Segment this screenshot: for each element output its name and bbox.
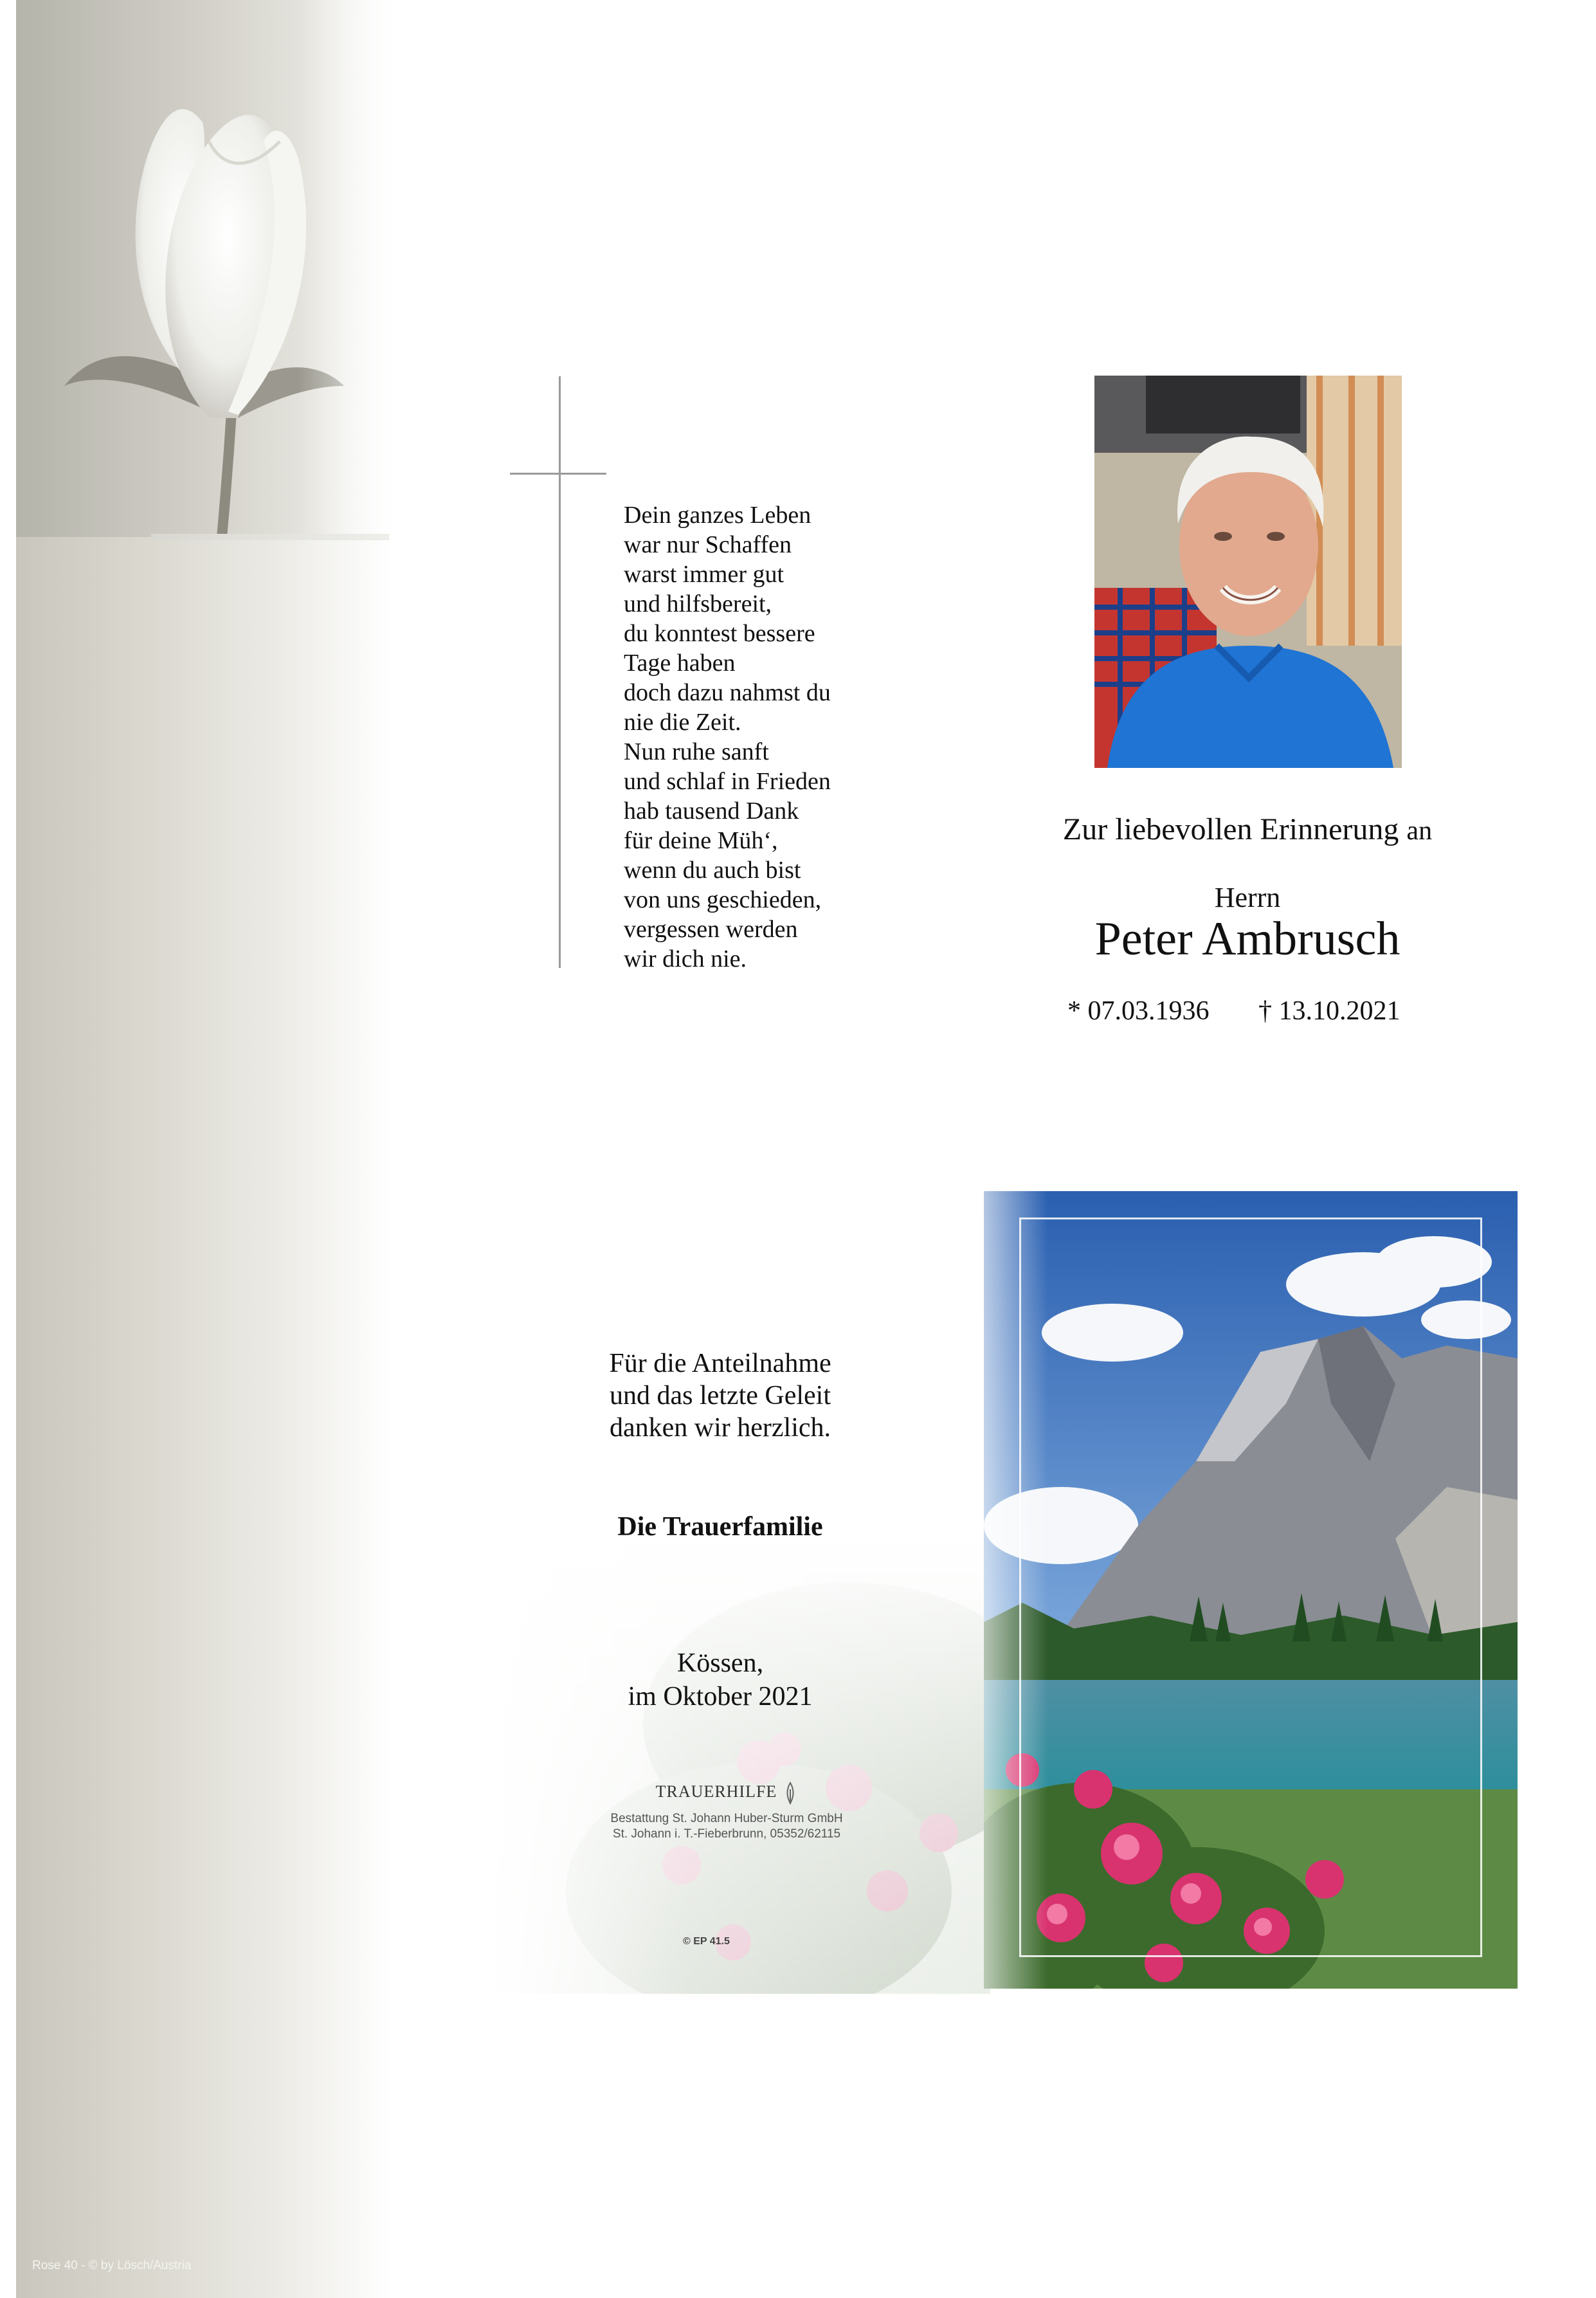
portrait-illustration [1094, 376, 1402, 768]
salutation: Herrn [1214, 882, 1281, 913]
card-code: © EP 41.5 [683, 1936, 730, 1947]
deceased-name: Peter Ambrusch [1094, 913, 1401, 965]
birth-date: * 07.03.1936 [1067, 996, 1210, 1026]
thanks-line: Für die Anteilnahme [609, 1349, 831, 1378]
poem-line: hab tausend Dank [624, 798, 799, 825]
thanks-line: danken wir herzlich. [609, 1413, 831, 1443]
place-city: Kössen, [676, 1648, 764, 1678]
life-dates [1067, 996, 1453, 1026]
faded-flowers-illustration [489, 1531, 990, 1994]
rose-divider [151, 534, 389, 540]
poem-line: Nun ruhe sanft [624, 738, 769, 765]
provider-address: St. Johann i. T.-Fieberbrunn, 05352/62115 [612, 1827, 841, 1841]
image-credit: Rose 40 - © by Lösch/Austria [32, 2259, 192, 2272]
poem-line: wenn du auch bist [624, 857, 801, 884]
memorial-intro [1022, 812, 1473, 847]
poem [624, 500, 894, 974]
thanks-message [566, 1347, 875, 1444]
poem-line: war nur Schaffen [624, 531, 792, 558]
poem-line: für deine Müh‘, [624, 827, 778, 854]
poem-line: und hilfsbereit, [624, 590, 772, 617]
poem-line: und schlaf in Frieden [624, 768, 831, 795]
mountain-lake-photo [984, 1191, 1518, 1989]
cross-horizontal-line [510, 473, 606, 475]
poem-line: nie die Zeit. [624, 709, 741, 736]
provider-brand: TRAUERHILFE [655, 1782, 777, 1801]
poem-line: warst immer gut [624, 561, 784, 588]
memorial-intro-suffix: an [1406, 816, 1433, 846]
funeral-provider [579, 1782, 875, 1841]
poem-line: du konntest bessere [624, 620, 815, 647]
mountain-lake-illustration [984, 1191, 1518, 1989]
poem-line: doch dazu nahmst du [624, 679, 831, 706]
rose-illustration [16, 0, 392, 537]
poem-line: vergessen werden [624, 916, 798, 943]
provider-company: Bestattung St. Johann Huber-Sturm GmbH [610, 1812, 843, 1825]
poem-line: wir dich nie. [624, 945, 747, 972]
portrait-photo [1094, 376, 1402, 768]
white-rose-image [16, 0, 392, 537]
thanks-line: und das letzte Geleit [609, 1381, 831, 1410]
place-and-date [566, 1646, 875, 1713]
cross-vertical-line [559, 376, 561, 968]
memorial-intro-text: Zur liebevollen Erinnerung [1062, 812, 1399, 846]
faded-flowers-background [489, 1531, 990, 1994]
family-signature: Die Trauerfamilie [617, 1512, 823, 1542]
trauerhilfe-logo-icon [783, 1782, 797, 1808]
poem-line: Tage haben [624, 650, 736, 677]
place-date: im Oktober 2021 [628, 1682, 813, 1711]
death-date: † 13.10.2021 [1258, 996, 1401, 1026]
poem-line: von uns geschieden, [624, 886, 822, 913]
poem-line: Dein ganzes Leben [624, 502, 812, 529]
